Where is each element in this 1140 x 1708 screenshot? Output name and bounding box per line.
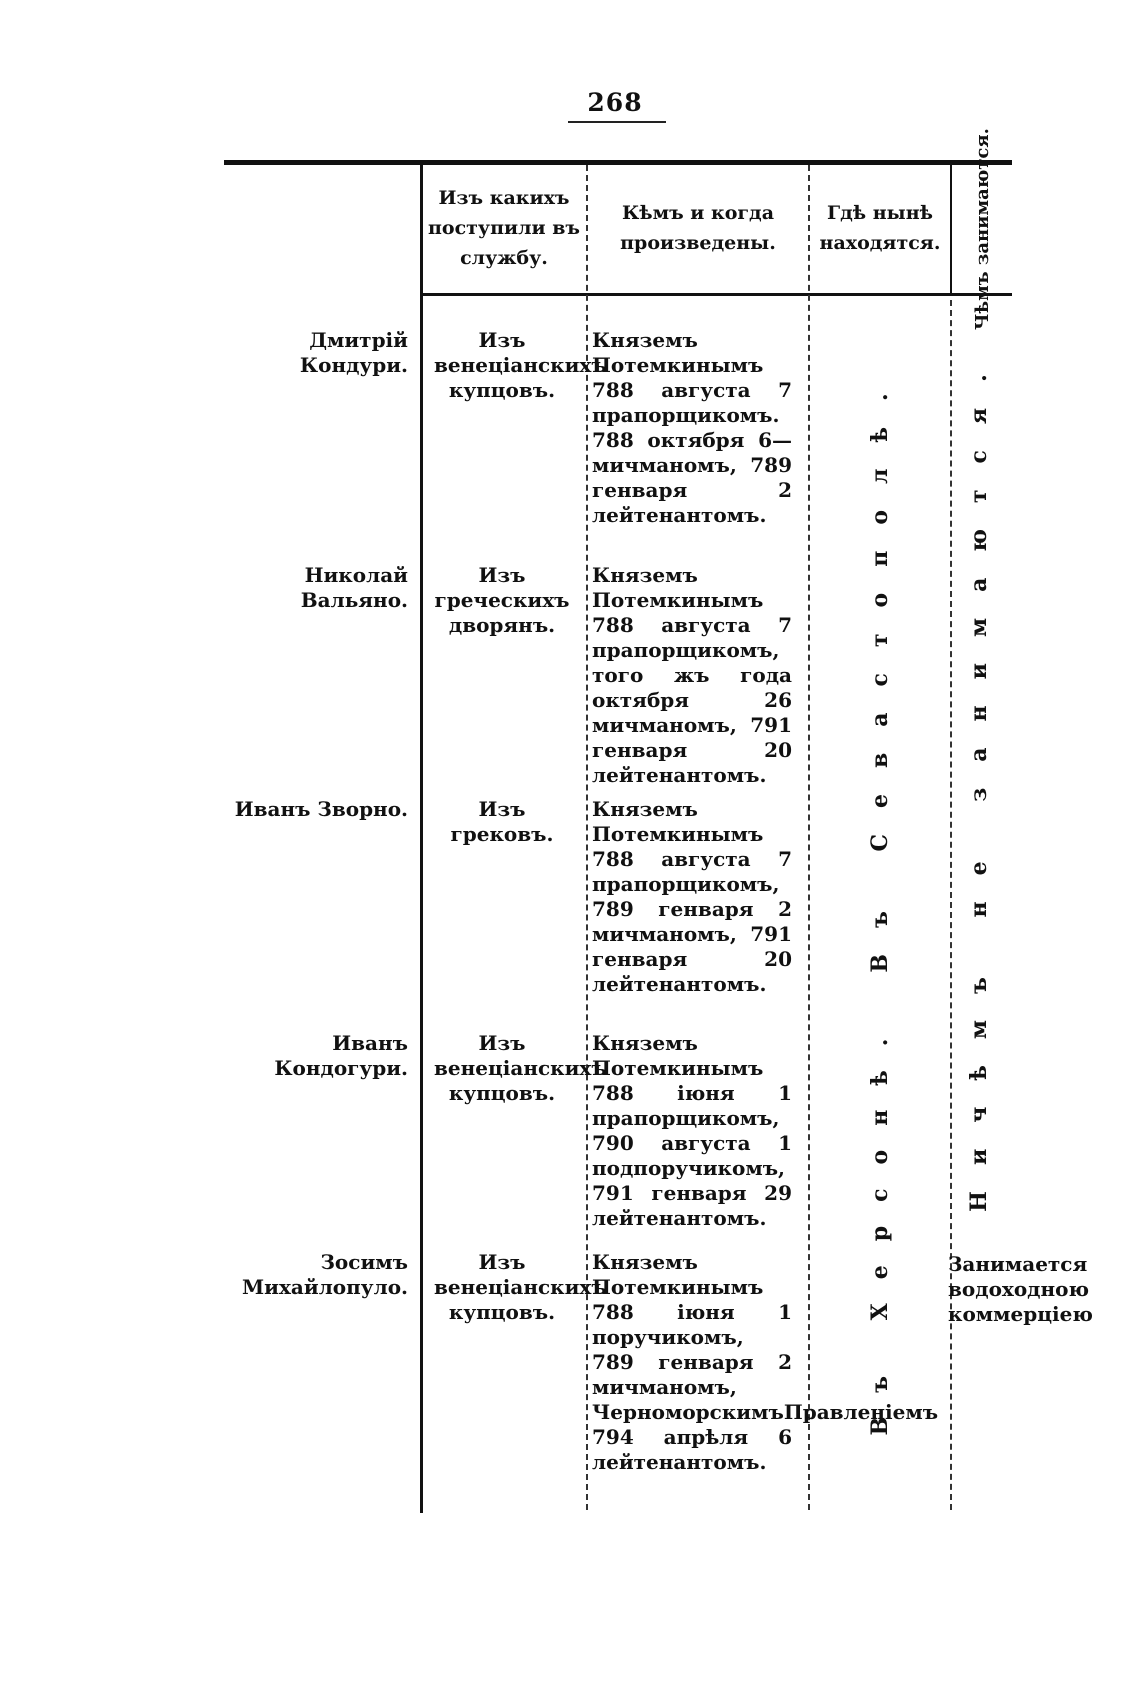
page-number: 268 bbox=[587, 88, 643, 117]
row-3-origin: Изъ грековъ. bbox=[450, 797, 554, 846]
location-column-rule bbox=[950, 165, 952, 293]
row-2-origin: Изъ греческихъ дворянъ. bbox=[434, 563, 570, 637]
occupation-column-rule bbox=[950, 300, 952, 1510]
occupation-none bbox=[954, 325, 1004, 1235]
occupation-none-text: Ничѣмъ не занимаются. bbox=[966, 348, 992, 1212]
header-occupation-text: Чѣмъ занимаются. bbox=[972, 128, 993, 330]
location-kherson bbox=[855, 1014, 905, 1436]
row-2-promotion: Княземъ Потемкинымъ 788 августа 7 прапорщикомъ, того жъ года октября 26 мичманомъ, 791 генваря 20 лейтенантомъ. bbox=[592, 563, 792, 787]
location-kherson-text: Въ Херсонѣ. bbox=[867, 1014, 893, 1436]
row-3-promotion: Княземъ Потемкинымъ 788 августа 7 прапорщикомъ, 789 генваря 2 мичманомъ, 791 генваря 20 лейтенантомъ. bbox=[592, 797, 792, 996]
row-1-name: Дмитрій Кондури. bbox=[299, 328, 408, 377]
table-top-rule bbox=[224, 160, 1012, 165]
row-4-promotion: Княземъ Потемкинымъ 788 іюня 1 прапорщикомъ, 790 августа 1 подпоручикомъ, 791 генваря 29 лейтенантомъ. bbox=[592, 1031, 792, 1230]
row-2-name: Николай Вальяно. bbox=[300, 563, 408, 612]
location-sevastopol-text: Въ Севастополѣ. bbox=[867, 367, 893, 973]
location-sevastopol bbox=[855, 325, 905, 1015]
header-origin: Изъ какихъ поступили въ службу. bbox=[428, 187, 580, 269]
row-5-origin: Изъ венеціанскихъ купцовъ. bbox=[434, 1250, 607, 1324]
header-promotion: Кѣмъ и когда произведены. bbox=[620, 202, 776, 254]
row-4-origin: Изъ венеціанскихъ купцовъ. bbox=[434, 1031, 607, 1105]
row-3-name: Иванъ Зворно. bbox=[234, 797, 408, 821]
row-5-promotion: Княземъ Потемкинымъ 788 іюня 1 поручикомъ, 789 генваря 2 мичманомъ, ЧерноморскимъПравленіемъ 794 апрѣля 6 лейтенантомъ. bbox=[592, 1250, 939, 1474]
promotion-column-rule bbox=[808, 165, 810, 1510]
header-occupation bbox=[958, 128, 1008, 330]
row-5-occupation: Занимается водоходною коммерціею bbox=[948, 1252, 1093, 1326]
row-5-name: Зосимъ Михайлопуло. bbox=[242, 1250, 408, 1299]
name-column-rule bbox=[420, 165, 423, 1513]
row-1-origin: Изъ венеціанскихъ купцовъ. bbox=[434, 328, 607, 402]
header-location: Гдѣ нынѣ находятся. bbox=[819, 202, 941, 254]
row-1-promotion: Княземъ Потемкинымъ 788 августа 7 прапорщикомъ. 788 октября 6—мичманомъ, 789 генваря 2 лейтенантомъ. bbox=[592, 328, 792, 527]
page-number-rule bbox=[568, 121, 666, 123]
row-4-name: Иванъ Кондогури. bbox=[274, 1031, 408, 1080]
header-bottom-rule bbox=[420, 293, 1012, 296]
